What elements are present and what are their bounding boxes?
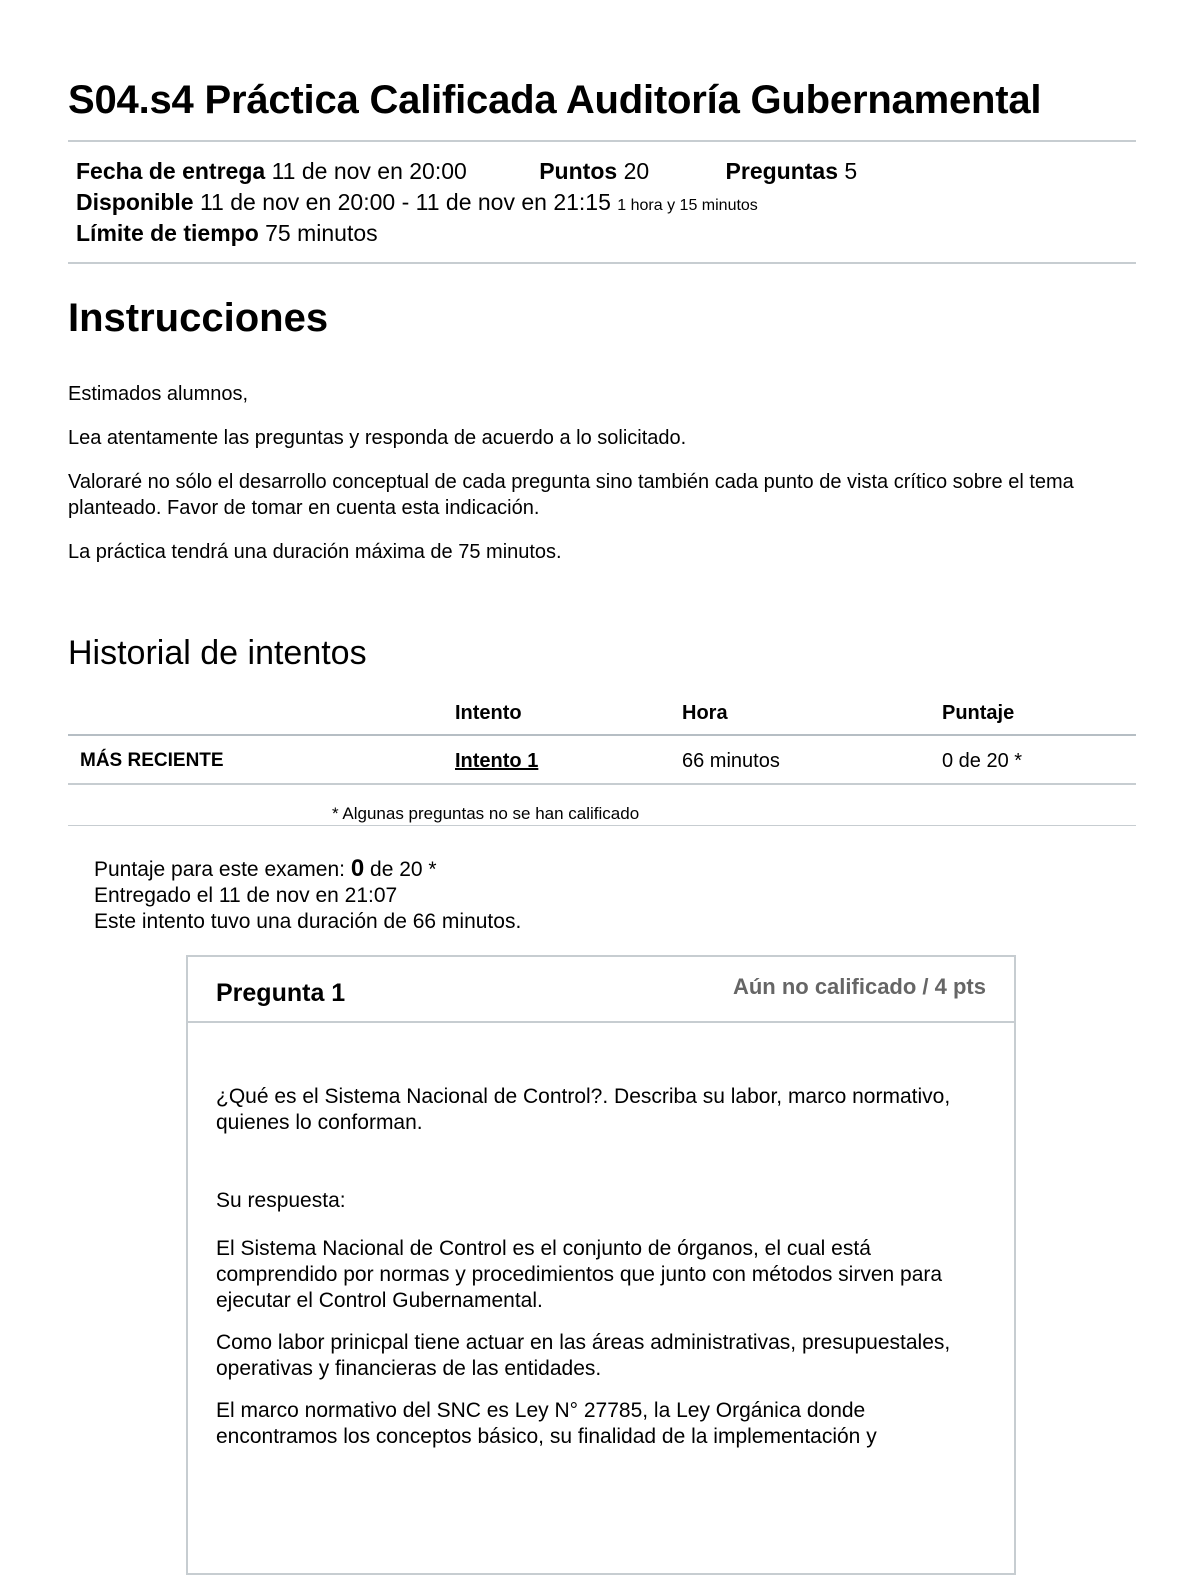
questions-value: 5 — [844, 158, 858, 184]
submitted-time: Entregado el 11 de nov en 21:07 — [94, 884, 398, 907]
quiz-meta-row-3 — [76, 220, 378, 247]
table-bottom-divider — [68, 825, 1136, 826]
instructions-heading: Instrucciones — [68, 296, 329, 340]
column-header-time: Hora — [682, 702, 728, 724]
attempt-history-heading: Historial de intentos — [68, 634, 367, 672]
answer-paragraph: Como labor prinicpal tiene actuar en las áreas administrativas, presupuestales, operativas y financieras de las entidades. — [216, 1331, 951, 1380]
question-title: Pregunta 1 — [216, 979, 346, 1007]
instructions-paragraph: Valoraré no sólo el desarrollo conceptual de cada pregunta sino también cada punto de vista crítico sobre el tema planteado. Favor de tomar en cuenta esta indicación. — [68, 471, 1074, 519]
question-header — [188, 957, 1014, 1023]
meta-divider — [68, 262, 1136, 264]
instructions-paragraph: Lea atentamente las preguntas y responda de acuerdo a lo solicitado. — [68, 427, 687, 449]
exam-score — [94, 856, 521, 883]
attempt-time: 66 minutos — [682, 750, 780, 772]
table-header-divider — [68, 734, 1136, 736]
attempt-score: 0 de 20 * — [942, 750, 1023, 772]
points-value: 20 — [623, 158, 650, 184]
ungraded-footnote: * Algunas preguntas no se han calificado — [332, 804, 640, 823]
question-card — [186, 955, 1016, 1575]
attempt-duration: Este intento tuvo una duración de 66 minutos. — [94, 910, 522, 933]
score-total: de 20 * — [370, 858, 437, 881]
attempt-status: MÁS RECIENTE — [80, 750, 224, 771]
title-divider — [68, 140, 1136, 142]
instructions-paragraph: Estimados alumnos, — [68, 383, 249, 405]
answer-paragraph: El Sistema Nacional de Control es el conjunto de órganos, el cual está comprendido por normas y procedimientos que junto con métodos sirven para ejecutar el Control Gubernamental. — [216, 1237, 943, 1312]
instructions-paragraph: La práctica tendrá una duración máxima de 75 minutos. — [68, 541, 562, 563]
question-prompt: ¿Qué es el Sistema Nacional de Control?. Describa su labor, marco normativo, quienes lo conforman. — [216, 1085, 951, 1134]
quiz-meta-row-2 — [76, 189, 758, 216]
answer-label: Su respuesta: — [216, 1189, 346, 1212]
time-limit-value: 75 minutos — [265, 220, 378, 246]
due-label: Fecha de entrega — [76, 158, 266, 184]
question-status: Aún no calificado / 4 pts — [732, 974, 986, 999]
time-limit-label: Límite de tiempo — [76, 220, 259, 246]
available-value: 11 de nov en 20:00 - 11 de nov en 21:15 — [199, 189, 611, 215]
available-duration: 1 hora y 15 minutos — [617, 197, 758, 214]
submission-summary — [94, 856, 521, 935]
score-label: Puntaje para este examen: — [94, 858, 345, 881]
quiz-title: S04.s4 Práctica Calificada Auditoría Gubernamental — [68, 78, 1042, 122]
table-row-divider — [68, 783, 1136, 785]
quiz-meta-row-1 — [76, 158, 857, 185]
points-label: Puntos — [539, 158, 618, 184]
score-value: 0 — [350, 855, 365, 882]
column-header-attempt: Intento — [455, 702, 522, 724]
due-value: 11 de nov en 20:00 — [271, 158, 467, 184]
questions-label: Preguntas — [725, 158, 839, 184]
column-header-score: Puntaje — [942, 702, 1015, 724]
attempt-1-link[interactable]: Intento 1 — [455, 750, 539, 772]
answer-paragraph: El marco normativo del SNC es Ley N° 27785, la Ley Orgánica donde encontramos los conceptos básico, su finalidad de la implementación y — [216, 1399, 877, 1448]
available-label: Disponible — [76, 189, 194, 215]
